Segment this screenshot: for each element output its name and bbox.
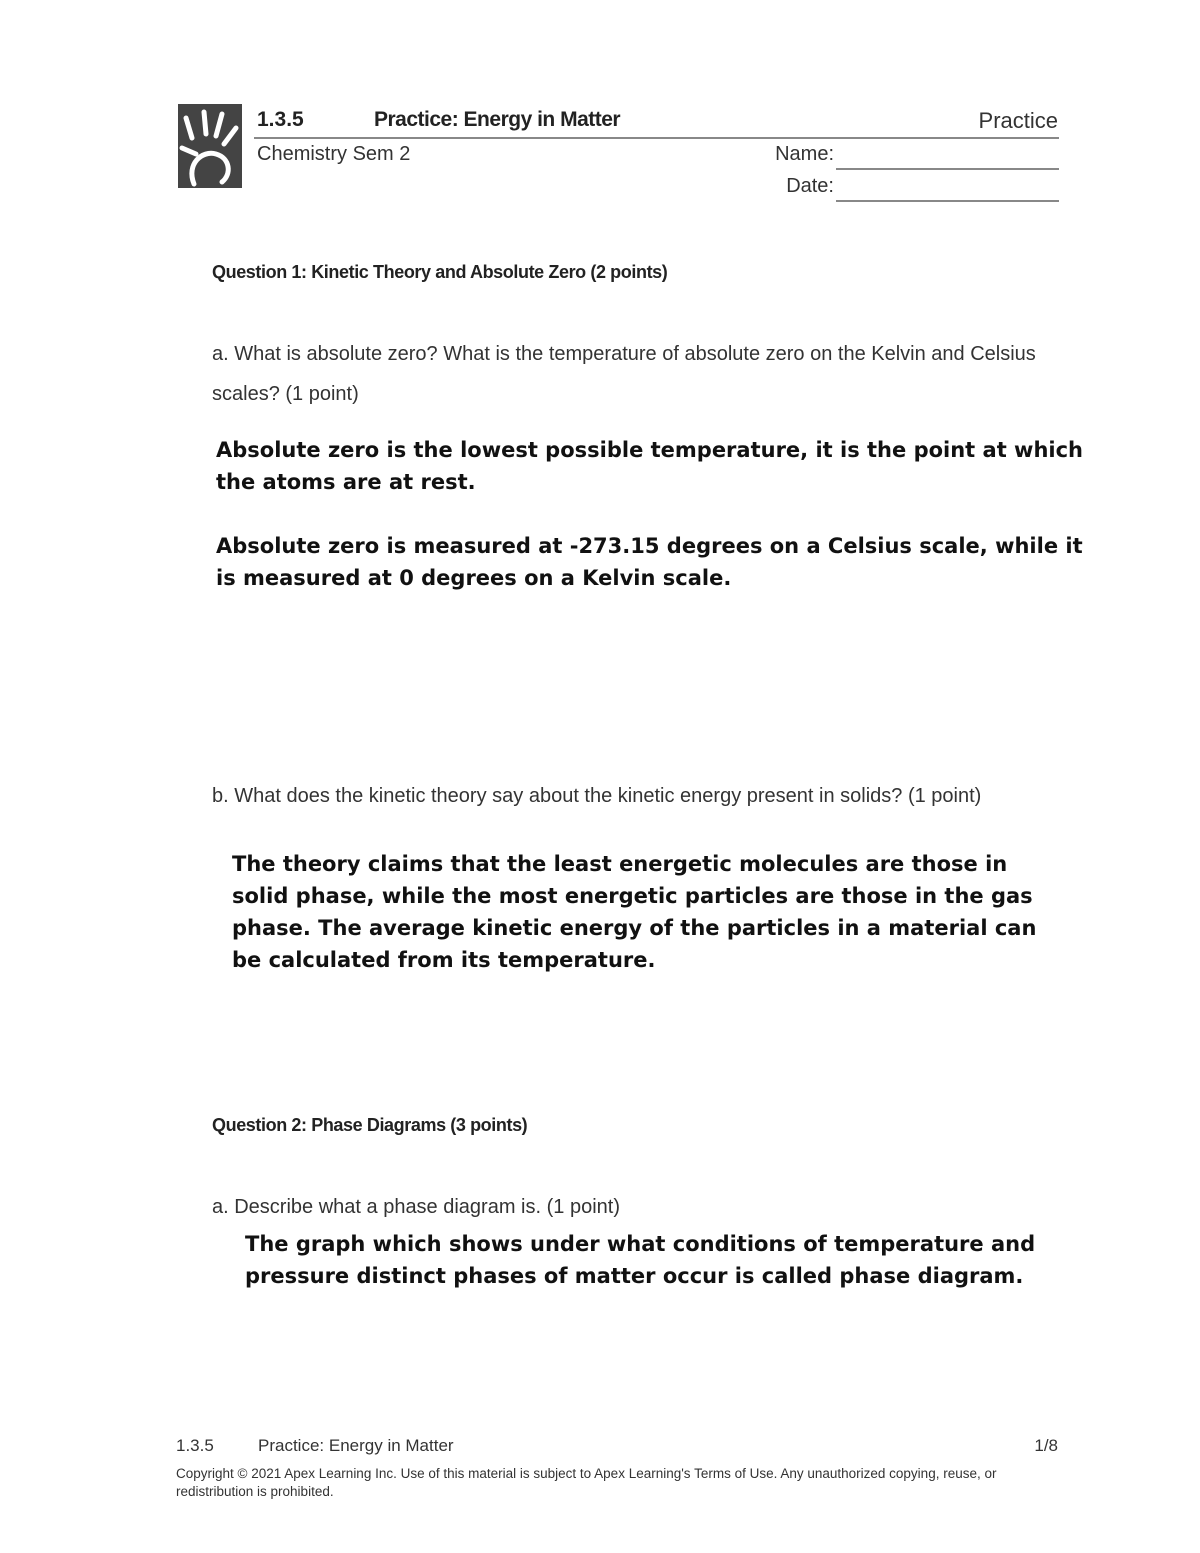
question-1a-answer: Absolute zero is the lowest possible temperature, it is the point at which the atoms are at rest. [216, 438, 1083, 494]
question-1a-prompt: a. What is absolute zero? What is the temperature of absolute zero on the Kelvin and Celsius scales? (1 point) [212, 343, 1036, 405]
course-name: Chemistry Sem 2 [257, 143, 411, 165]
question-1-heading: Question 1: Kinetic Theory and Absolute Zero (2 points) [212, 262, 668, 282]
apex-logo-icon [178, 104, 242, 188]
date-field[interactable] [836, 200, 1059, 202]
question-2a-prompt: a. Describe what a phase diagram is. (1 point) [212, 1196, 620, 1218]
name-field[interactable] [836, 168, 1059, 170]
name-label: Name: [775, 143, 834, 165]
header-divider [254, 137, 1059, 139]
footer-number: 1.3.5 [176, 1436, 214, 1455]
header-number: 1.3.5 [257, 108, 304, 131]
footer-title: Practice: Energy in Matter [258, 1436, 454, 1455]
header-title: Practice: Energy in Matter [374, 108, 621, 131]
question-1b-answer: The theory claims that the least energetic molecules are those in solid phase, while the most energetic particles are those in the gas phase. The average kinetic energy of the particles in a material can be calculated from its temperature. [232, 852, 1037, 972]
question-2a-answer: The graph which shows under what conditions of temperature and pressure distinct phases of matter occur is called phase diagram. [245, 1232, 1036, 1288]
question-1a-answer-2: Absolute zero is measured at -273.15 degrees on a Celsius scale, while it is measured at 0 degrees on a Kelvin scale. [216, 534, 1083, 590]
question-2-heading: Question 2: Phase Diagrams (3 points) [212, 1115, 528, 1135]
header-type: Practice [978, 108, 1058, 133]
question-1b-prompt: b. What does the kinetic theory say about the kinetic energy present in solids? (1 point) [212, 785, 982, 807]
date-label: Date: [786, 175, 834, 197]
page-number: 1/8 [1034, 1436, 1058, 1455]
copyright-notice: Copyright © 2021 Apex Learning Inc. Use of this material is subject to Apex Learning's Terms of Use. Any unauthorized copying, reuse, or redistribution is prohibited. [176, 1466, 997, 1499]
